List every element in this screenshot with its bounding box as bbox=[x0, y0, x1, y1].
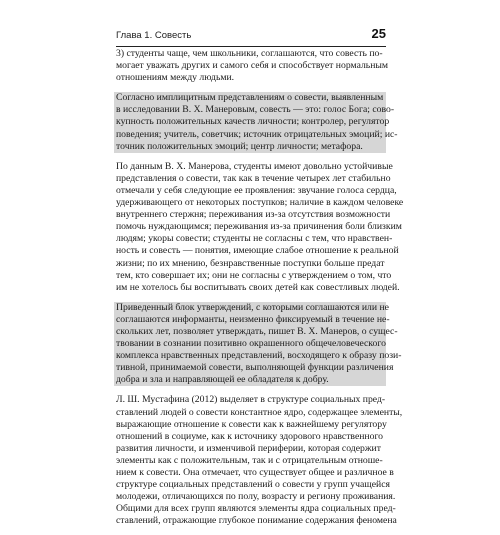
text-line: Общими для всех групп являются элементы ядра социальных пред- bbox=[116, 503, 396, 515]
paragraph bbox=[116, 48, 389, 84]
text-line: поведения; учитель, советчик; источник отрицательных эмоций; ис- bbox=[116, 128, 398, 140]
text-line: тем, кто совершает их; они не согласны с утверждением о том, что bbox=[116, 269, 392, 281]
page-number: 25 bbox=[371, 26, 386, 41]
text-line: ставлений людей о совести константное ядро, содержащее элементы, bbox=[116, 406, 403, 418]
text-line: людям; укоры совести; студенты не согласны с тем, что нравствен- bbox=[116, 233, 393, 245]
text-line: отмечали у себя следующие ее проявления: звучание голоса сердца, bbox=[116, 184, 397, 196]
running-header bbox=[116, 26, 386, 47]
text-line: им не хотелось бы воспитывать своих детей как совестливых людей. bbox=[116, 281, 400, 293]
text-line: отношениям между людьми. bbox=[116, 72, 235, 84]
text-line: соглашаются информанты, неизменно фиксируемый в течение не- bbox=[116, 313, 390, 325]
text-line: в исследовании В. Х. Манеровым, совесть — это: голос Бога; сово- bbox=[116, 104, 395, 116]
text-line: Приведенный блок утверждений, с которыми соглашаются или не bbox=[116, 301, 389, 313]
text-line: комплекса нравственных представлений, восходящего к образу пози- bbox=[116, 350, 402, 362]
text-line: удерживающего от некоторых поступков; наличие в каждом человеке bbox=[116, 197, 404, 209]
text-line: внутреннего стержня; переживания из-за отсутствия возможности bbox=[116, 209, 391, 221]
text-line: помочь нуждающимся; переживания из-за причинения боли близким bbox=[116, 221, 402, 233]
text-line: тивной, принимаемой совести, выполняющей функции различения bbox=[116, 362, 394, 374]
text-line: ставлений, отражающие глубокое понимание содержания феномена bbox=[116, 515, 397, 527]
text-line: 3) студенты чаще, чем школьники, соглашаются, что совесть по- bbox=[116, 48, 383, 59]
text-line: точник положительных эмоций; центр личности; метафора. bbox=[116, 140, 363, 152]
text-line: По данным В. Х. Манерова, студенты имеют довольно устойчивые bbox=[116, 160, 393, 172]
text-line: выражающие отношение к совести как к важнейшему регулятору bbox=[116, 418, 387, 430]
text-line: ность и совесть — понятия, имеющие слабое отношение к реальной bbox=[116, 245, 399, 257]
highlighted-paragraph bbox=[114, 301, 402, 387]
text-line: Л. Ш. Мустафина (2012) выделяет в структуре социальных пред- bbox=[116, 394, 386, 406]
chapter-title: Глава 1. Совесть bbox=[116, 30, 192, 41]
paragraph bbox=[116, 160, 404, 294]
text-line: купность положительных качеств личности; контролер, регулятор bbox=[116, 116, 390, 128]
text-line: скольких лет, позволяет утверждать, пишет В. Х. Манеров, о сущес- bbox=[116, 325, 398, 337]
page-body bbox=[116, 48, 404, 535]
text-line: отношений в социуме, как к источнику здорового нравственного bbox=[116, 430, 384, 442]
text-line: жизни; по их мнению, безнравственные поступки больше предат bbox=[116, 257, 385, 269]
text-line: элементы как с положительным, так и с отрицательным отноше- bbox=[116, 454, 383, 466]
text-line: развития личности, и изменчивой периферии, которая содержит bbox=[116, 442, 381, 454]
text-line: Согласно имплицитным представлениям о совести, выявленным bbox=[116, 92, 384, 104]
paragraph bbox=[116, 394, 403, 527]
text-line: представления о совести, так как в течение четырех лет стабильно bbox=[116, 172, 391, 184]
text-line: структуре социальных представлений о совести у групп учащейся bbox=[116, 479, 390, 491]
highlighted-paragraph bbox=[114, 92, 398, 152]
text-line: могает уважать других и самого себя и способствует нормальным bbox=[116, 60, 389, 72]
text-line: твовании в сознании позитивно окрашенного общечеловеческого bbox=[116, 338, 386, 350]
text-line: добра и зла и направляющей ее обладателя к добру. bbox=[116, 374, 329, 386]
text-line: молодежи, отличающихся по полу, возрасту и региону проживания. bbox=[116, 491, 396, 503]
text-line: нием к совести. Она отмечает, что существует общее и различное в bbox=[116, 467, 394, 478]
